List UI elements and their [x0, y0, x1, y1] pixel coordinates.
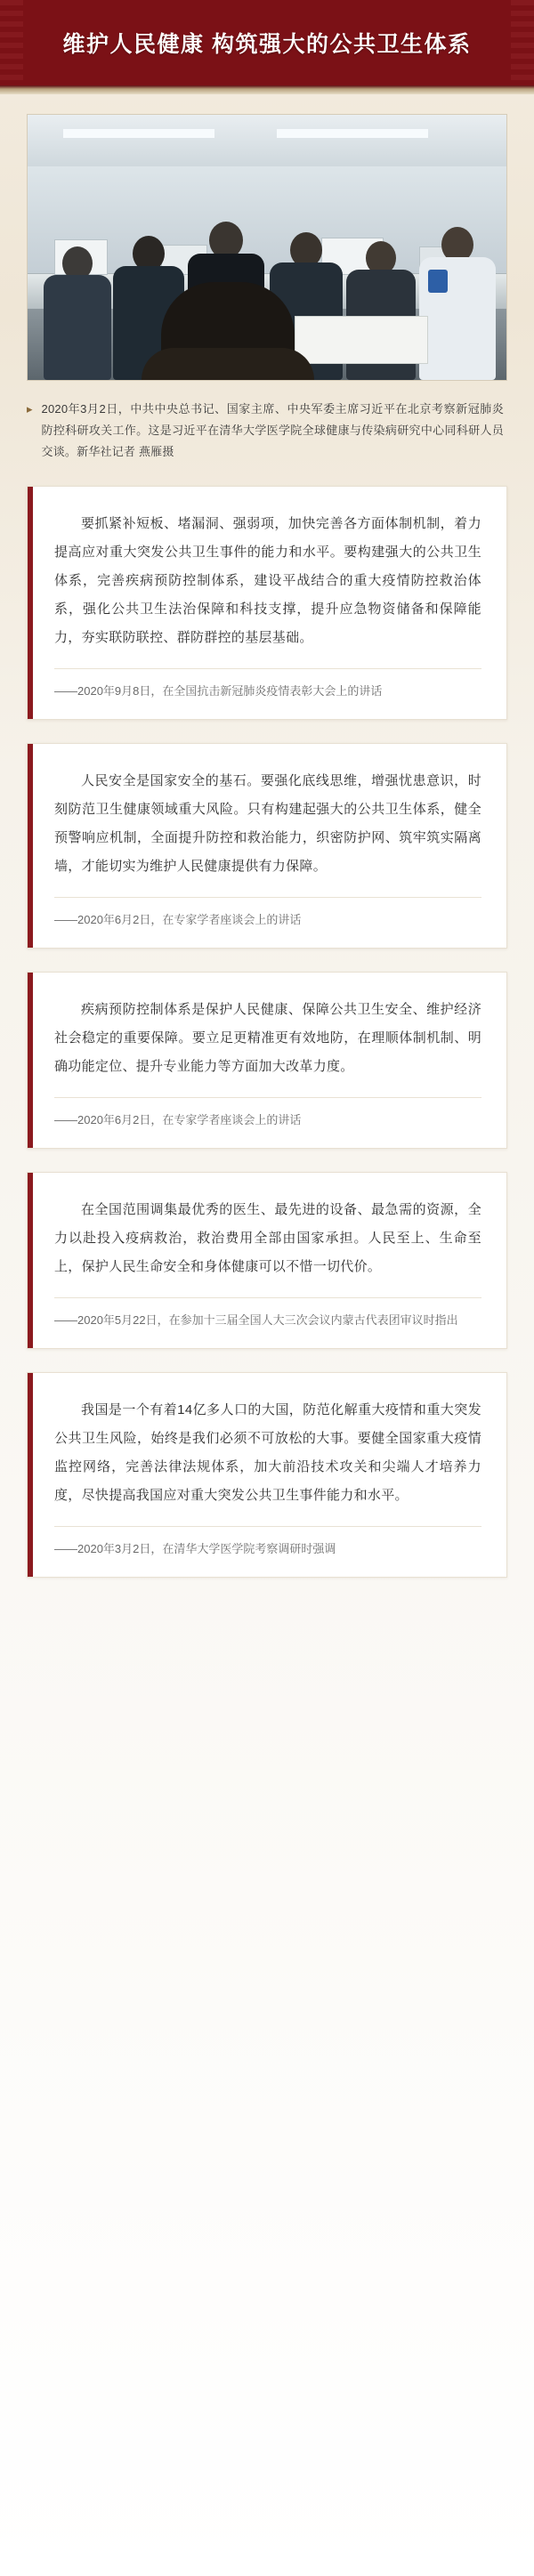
- photo-table: [295, 316, 428, 364]
- quote-text: 在全国范围调集最优秀的医生、最先进的设备、最急需的资源，全力以赴投入疫病救治，救治费用全部由国家承担。人民至上、生命至上，保护人民生命安全和身体健康可以不惜一切代价。: [54, 1202, 481, 1274]
- card-accent-bar: [28, 1173, 33, 1348]
- page-title: 维护人民健康 构筑强大的公共卫生体系: [62, 32, 472, 57]
- footer-spacer: [0, 1636, 534, 1663]
- quote-source: ——2020年3月2日，在清华大学医学院考察调研时强调: [54, 1542, 336, 1555]
- quote-text: 人民安全是国家安全的基石。要强化底线思维，增强忧患意识，时刻防范卫生健康领域重大风险。只有构建起强大的公共卫生体系，健全预警响应机制，全面提升防控和救治能力，织密防护网、筑牢筑实隔离墙，才能切实为维护人民健康提供有力保障。: [54, 773, 481, 874]
- card-divider: [54, 1097, 481, 1098]
- quote-card: [27, 1372, 507, 1578]
- quote-source: ——2020年6月2日，在专家学者座谈会上的讲话: [54, 1113, 302, 1126]
- card-accent-bar: [28, 1373, 33, 1577]
- photo-ceiling: [28, 115, 507, 166]
- photo-foreground-person: [161, 282, 295, 380]
- quote-text: 我国是一个有着14亿多人口的大国，防范化解重大疫情和重大突发公共卫生风险，始终是我们必须不可放松的大事。要健全国家重大疫情监控网络，完善法律法规体系，加大前沿技术攻关和尖端人才培养力度，尽快提高我国应对重大突发公共卫生事件能力和水平。: [54, 1402, 481, 1503]
- quote-source: ——2020年5月22日，在参加十三届全国人大三次会议内蒙古代表团审议时指出: [54, 1313, 458, 1327]
- card-accent-bar: [28, 487, 33, 719]
- quote-text: 要抓紧补短板、堵漏洞、强弱项，加快完善各方面体制机制，着力提高应对重大突发公共卫生事件的能力和水平。要构建强大的公共卫生体系，完善疾病预防控制体系，建设平战结合的重大疫情防控救治体系，强化公共卫生法治保障和科技支撑，提升应急物资储备和保障能力，夯实联防联控、群防群控的基层基础。: [54, 516, 481, 645]
- header-divider: [0, 85, 534, 94]
- card-divider: [54, 1297, 481, 1298]
- card-divider: [54, 668, 481, 669]
- quote-source: ——2020年9月8日，在全国抗击新冠肺炎疫情表彰大会上的讲话: [54, 684, 383, 698]
- quote-text: 疾病预防控制体系是保护人民健康、保障公共卫生安全、维护经济社会稳定的重要保障。要立足更精准更有效地防，在理顺体制机制、明确功能定位、提升专业能力等方面加大改革力度。: [54, 1002, 481, 1074]
- quote-card: [27, 1172, 507, 1349]
- quote-card-list: [0, 486, 534, 1636]
- quote-source: ——2020年6月2日，在专家学者座谈会上的讲话: [54, 913, 302, 926]
- photo-person: [419, 227, 496, 380]
- quote-card: [27, 743, 507, 949]
- card-divider: [54, 1526, 481, 1527]
- page-header: [0, 0, 534, 85]
- photo-person: [44, 246, 111, 380]
- bullet-icon: ▸: [27, 402, 33, 416]
- caption-text: 2020年3月2日，中共中央总书记、国家主席、中央军委主席习近平在北京考察新冠肺炎防控科研攻关工作。这是习近平在清华大学医学院全球健康与传染病研究中心同科研人员交谈。新华社记者 燕雁摄: [41, 402, 504, 458]
- quote-card: [27, 486, 507, 720]
- card-accent-bar: [28, 744, 33, 948]
- photo-section: [0, 94, 534, 381]
- card-divider: [54, 897, 481, 898]
- visit-photo: [27, 114, 507, 381]
- quote-card: [27, 972, 507, 1149]
- card-accent-bar: [28, 973, 33, 1148]
- photo-caption: [0, 381, 534, 486]
